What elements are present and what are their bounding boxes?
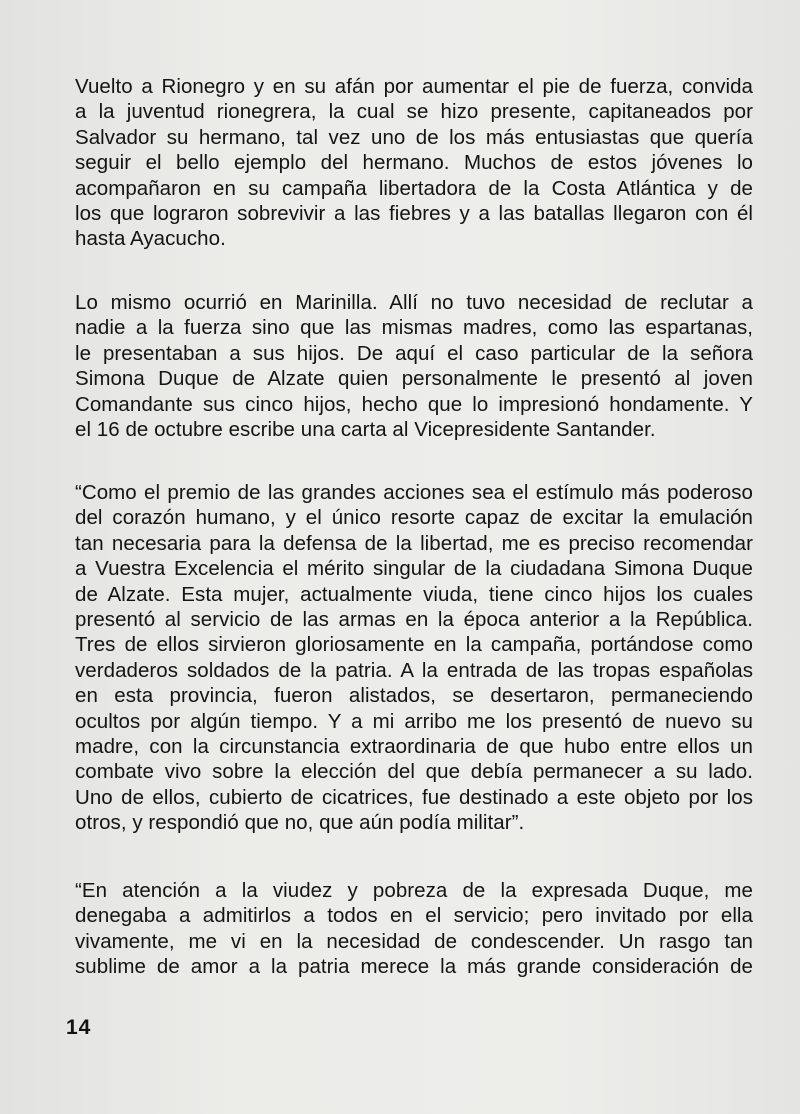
text-line: Comandante sus cinco hijos, hecho que lo impresionó hondamente. Y <box>75 392 753 416</box>
paragraph-2 <box>75 290 753 442</box>
text-line: presentó al servicio de las armas en la época anterior a la República. <box>75 608 753 632</box>
text-line: verdaderos soldados de la patria. A la entrada de las tropas españolas <box>75 658 753 682</box>
text-line: Uno de ellos, cubierto de cicatrices, fue destinado a este objeto por los <box>75 785 753 809</box>
text-line: nadie a la fuerza sino que las mismas madres, como las espartanas, <box>75 316 753 340</box>
text-line: Vuelto a Rionegro y en su afán por aumentar el pie de fuerza, convida <box>75 75 753 98</box>
text-line: a la juventud rionegrera, la cual se hizo presente, capitaneados por <box>75 100 753 124</box>
page-number: 14 <box>66 1016 92 1039</box>
text-line: el 16 de octubre escribe una carta al Vicepresidente Santander. <box>75 418 656 442</box>
text-line: Tres de ellos sirvieron gloriosamente en la campaña, portándose como <box>75 633 753 657</box>
paragraph-4-quote <box>75 878 753 980</box>
text-line: madre, con la circunstancia extraordinaria de que hubo entre ellos un <box>75 735 753 759</box>
text-line: Simona Duque de Alzate quien personalmente le presentó al joven <box>75 367 753 391</box>
text-line: hasta Ayacucho. <box>75 227 226 251</box>
text-line: denegaba a admitirlos a todos en el servicio; pero invitado por ella <box>75 904 753 928</box>
text-line: sublime de amor a la patria merece la más grande consideración de <box>75 955 753 979</box>
text-line: le presentaban a sus hijos. De aquí el caso particular de la señora <box>75 341 753 365</box>
text-line: en esta provincia, fueron alistados, se desertaron, permaneciendo <box>75 684 753 708</box>
paragraph-3-quote <box>75 480 753 836</box>
text-line: “Como el premio de las grandes acciones sea el estímulo más poderoso <box>75 481 753 504</box>
text-line: combate vivo sobre la elección del que debía permanecer a su lado. <box>75 760 753 784</box>
text-line: de Alzate. Esta mujer, actualmente viuda, tiene cinco hijos los cuales <box>75 582 753 606</box>
text-line: Lo mismo ocurrió en Marinilla. Allí no tuvo necesidad de reclutar a <box>75 291 753 314</box>
text-line: otros, y respondió que no, que aún podía militar”. <box>75 811 525 835</box>
text-line: “En atención a la viudez y pobreza de la expresada Duque, me <box>75 879 753 902</box>
text-line: vivamente, me vi en la necesidad de condescender. Un rasgo tan <box>75 929 753 953</box>
text-line: del corazón humano, y el único resorte capaz de excitar la emulación <box>75 506 753 530</box>
text-line: a Vuestra Excelencia el mérito singular de la ciudadana Simona Duque <box>75 557 753 581</box>
text-line: Salvador su hermano, tal vez uno de los más entusiastas que quería <box>75 125 753 149</box>
paragraph-1 <box>75 74 753 252</box>
text-line: seguir el bello ejemplo del hermano. Muchos de estos jóvenes lo <box>75 151 753 175</box>
text-line: ocultos por algún tiempo. Y a mi arribo me los presentó de nuevo su <box>75 709 753 733</box>
text-line: tan necesaria para la defensa de la libertad, me es preciso recomendar <box>75 531 753 555</box>
text-line: acompañaron en su campaña libertadora de la Costa Atlántica y de <box>75 176 753 200</box>
text-line: los que lograron sobrevivir a las fiebres y a las batallas llegaron con él <box>75 202 753 226</box>
